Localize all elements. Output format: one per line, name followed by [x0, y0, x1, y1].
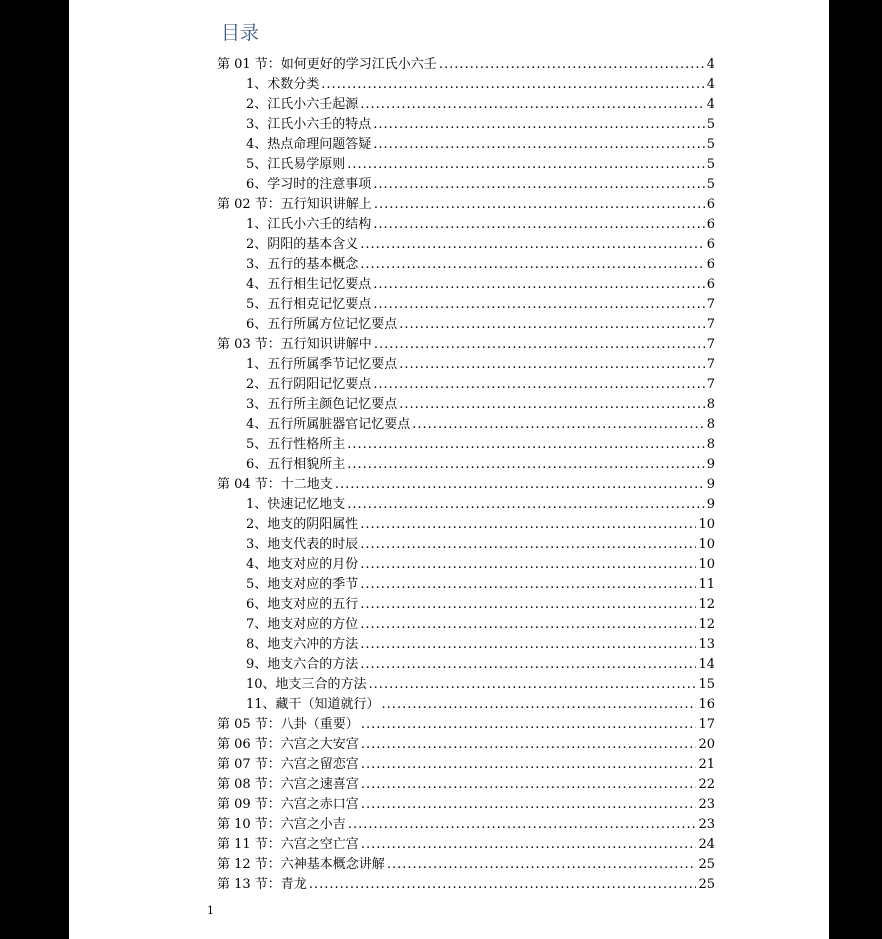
toc-entry-label: 3、五行的基本概念: [246, 257, 359, 272]
toc-subsection-link[interactable]: [217, 433, 715, 453]
toc-entry-page-number: 20: [698, 737, 715, 752]
toc-entry-label: 第 11 节：六宫之空亡宫: [217, 837, 359, 852]
toc-entry-label: 4、地支对应的月份: [246, 557, 359, 572]
toc-entry-page-number: 4: [706, 57, 715, 72]
toc-entry-label: 6、地支对应的五行: [246, 597, 359, 612]
toc-subsection-link[interactable]: [217, 393, 715, 413]
toc-entry-page-number: 5: [706, 117, 715, 132]
toc-entry-label: 第 04 节：十二地支: [217, 477, 333, 492]
toc-leader-dots: [412, 417, 704, 432]
toc-entry-page-number: 25: [698, 877, 715, 892]
toc-leader-dots: [439, 57, 705, 72]
toc-leader-dots: [373, 137, 704, 152]
toc-section-link[interactable]: [217, 713, 715, 733]
toc-leader-dots: [347, 457, 704, 472]
toc-entry-page-number: 6: [706, 257, 715, 272]
toc-entry-page-number: 8: [706, 417, 715, 432]
toc-subsection-link[interactable]: [217, 113, 715, 133]
toc-entry-label: 10、地支三合的方法: [246, 677, 367, 692]
toc-subsection-link[interactable]: [217, 533, 715, 553]
toc-entry-label: 第 03 节：五行知识讲解中: [217, 337, 372, 352]
toc-entry-label: 6、五行所属方位记忆要点: [246, 317, 398, 332]
toc-subsection-link[interactable]: [217, 173, 715, 193]
toc-entry-page-number: 23: [698, 817, 715, 832]
toc-subsection-link[interactable]: [217, 273, 715, 293]
toc-section-link[interactable]: [217, 733, 715, 753]
toc-entry-page-number: 22: [698, 777, 715, 792]
toc-leader-dots: [360, 617, 696, 632]
footer-page-number: 1: [207, 904, 214, 917]
toc-subsection-link[interactable]: [217, 633, 715, 653]
toc-entry-label: 5、五行相克记忆要点: [246, 297, 372, 312]
toc-leader-dots: [360, 97, 704, 112]
toc-subsection-link[interactable]: [217, 313, 715, 333]
toc-leader-dots: [373, 217, 704, 232]
toc-leader-dots: [335, 477, 705, 492]
toc-entry-label: 7、地支对应的方位: [246, 617, 359, 632]
toc-entry-label: 2、江氏小六壬起源: [246, 97, 359, 112]
toc-leader-dots: [373, 377, 704, 392]
toc-subsection-link[interactable]: [217, 673, 715, 693]
toc-entry-page-number: 12: [698, 597, 715, 612]
toc-entry-label: 第 05 节：八卦（重要）: [217, 717, 359, 732]
toc-section-link[interactable]: [217, 753, 715, 773]
toc-entry-page-number: 9: [706, 457, 715, 472]
toc-leader-dots: [360, 537, 696, 552]
toc-section-link[interactable]: [217, 813, 715, 833]
toc-subsection-link[interactable]: [217, 253, 715, 273]
toc-subsection-link[interactable]: [217, 453, 715, 473]
toc-entry-page-number: 8: [706, 437, 715, 452]
toc-leader-dots: [373, 277, 704, 292]
toc-entry-page-number: 25: [698, 857, 715, 872]
toc-section-link[interactable]: [217, 773, 715, 793]
toc-entry-label: 第 13 节：青龙: [217, 877, 307, 892]
toc-leader-dots: [361, 777, 697, 792]
toc-entry-page-number: 10: [698, 517, 715, 532]
toc-entry-page-number: 9: [706, 477, 715, 492]
toc-entry-page-number: 7: [706, 377, 715, 392]
toc-entry-page-number: 6: [706, 197, 715, 212]
toc-leader-dots: [373, 117, 704, 132]
toc-leader-dots: [361, 757, 697, 772]
toc-entry-label: 第 07 节：六宫之留恋宫: [217, 757, 359, 772]
toc-subsection-link[interactable]: [217, 573, 715, 593]
toc-entry-label: 4、热点命理问题答疑: [246, 137, 372, 152]
toc-leader-dots: [360, 597, 696, 612]
toc-subsection-link[interactable]: [217, 513, 715, 533]
toc-entry-label: 第 06 节：六宫之大安宫: [217, 737, 359, 752]
toc-entry-page-number: 17: [698, 717, 715, 732]
toc-subsection-link[interactable]: [217, 133, 715, 153]
toc-entry-label: 第 09 节：六宫之赤口宫: [217, 797, 359, 812]
toc-entry-label: 11、藏干（知道就行）: [246, 697, 380, 712]
toc-entry-label: 1、五行所属季节记忆要点: [246, 357, 398, 372]
toc-subsection-link[interactable]: [217, 373, 715, 393]
toc-entry-label: 第 10 节：六宫之小吉: [217, 817, 346, 832]
toc-entry-page-number: 7: [706, 357, 715, 372]
toc-entry-page-number: 7: [706, 297, 715, 312]
toc-subsection-link[interactable]: [217, 553, 715, 573]
toc-entry-label: 4、五行相生记忆要点: [246, 277, 372, 292]
toc-entry-page-number: 4: [706, 97, 715, 112]
toc-entry-page-number: 14: [698, 657, 715, 672]
toc-entry-page-number: 15: [698, 677, 715, 692]
toc-leader-dots: [347, 497, 704, 512]
toc-entry-label: 3、江氏小六壬的特点: [246, 117, 372, 132]
toc-section-link[interactable]: [217, 833, 715, 853]
toc-leader-dots: [360, 557, 696, 572]
toc-section-link[interactable]: [217, 793, 715, 813]
toc-section-link[interactable]: [217, 53, 715, 73]
toc-subsection-link[interactable]: [217, 213, 715, 233]
toc-entry-label: 3、五行所主颜色记忆要点: [246, 397, 398, 412]
toc-entry-label: 9、地支六合的方法: [246, 657, 359, 672]
toc-leader-dots: [399, 317, 704, 332]
toc-entry-page-number: 23: [698, 797, 715, 812]
toc-entry-label: 1、江氏小六壬的结构: [246, 217, 372, 232]
toc-entry-page-number: 7: [706, 317, 715, 332]
toc-entry-label: 第 08 节：六宫之速喜宫: [217, 777, 359, 792]
toc-leader-dots: [387, 857, 697, 872]
toc-leader-dots: [360, 257, 704, 272]
toc-leader-dots: [369, 677, 697, 692]
toc-entry-page-number: 10: [698, 557, 715, 572]
toc-entry-label: 2、地支的阴阳属性: [246, 517, 359, 532]
toc-entry-page-number: 5: [706, 157, 715, 172]
toc-entry-label: 第 02 节：五行知识讲解上: [217, 197, 372, 212]
toc-section-link[interactable]: [217, 853, 715, 873]
toc-entry-label: 5、五行性格所主: [246, 437, 346, 452]
toc-entry-label: 第 01 节：如何更好的学习江氏小六壬: [217, 57, 437, 72]
toc-entry-page-number: 21: [698, 757, 715, 772]
toc-subsection-link[interactable]: [217, 613, 715, 633]
toc-entry-page-number: 5: [706, 177, 715, 192]
toc-entry-page-number: 12: [698, 617, 715, 632]
toc-entry-page-number: 5: [706, 137, 715, 152]
toc-entry-label: 1、术数分类: [246, 77, 320, 92]
toc-entry-label: 5、江氏易学原则: [246, 157, 346, 172]
toc-leader-dots: [309, 877, 697, 892]
toc-subsection-link[interactable]: [217, 153, 715, 173]
toc-title: 目录: [221, 22, 260, 44]
toc-entry-page-number: 6: [706, 237, 715, 252]
toc-subsection-link[interactable]: [217, 493, 715, 513]
toc-subsection-link[interactable]: [217, 233, 715, 253]
toc-entry-page-number: 6: [706, 277, 715, 292]
toc-leader-dots: [360, 517, 696, 532]
toc-leader-dots: [347, 437, 704, 452]
toc-subsection-link[interactable]: [217, 693, 715, 713]
toc-leader-dots: [374, 197, 705, 212]
toc-leader-dots: [360, 577, 696, 592]
toc-entry-page-number: 24: [698, 837, 715, 852]
toc-section-link[interactable]: [217, 333, 715, 353]
toc-entry-label: 6、学习时的注意事项: [246, 177, 372, 192]
toc-leader-dots: [374, 337, 705, 352]
toc-entry-page-number: 11: [698, 577, 715, 592]
document-page: [69, 0, 829, 939]
toc-section-link[interactable]: [217, 873, 715, 893]
toc-entry-label: 2、阴阳的基本含义: [246, 237, 359, 252]
toc-entry-page-number: 4: [706, 77, 715, 92]
toc-entry-page-number: 8: [706, 397, 715, 412]
toc-subsection-link[interactable]: [217, 353, 715, 373]
toc-entry-label: 3、地支代表的时辰: [246, 537, 359, 552]
toc-section-link[interactable]: [217, 473, 715, 493]
toc-leader-dots: [348, 817, 697, 832]
toc-entry-page-number: 16: [698, 697, 715, 712]
toc-leader-dots: [360, 657, 696, 672]
toc-leader-dots: [373, 297, 704, 312]
toc-entry-label: 8、地支六冲的方法: [246, 637, 359, 652]
toc-leader-dots: [347, 157, 704, 172]
toc-entry-page-number: 9: [706, 497, 715, 512]
toc-entry-label: 4、五行所属脏器官记忆要点: [246, 417, 411, 432]
toc-leader-dots: [382, 697, 697, 712]
toc-subsection-link[interactable]: [217, 653, 715, 673]
toc-section-link[interactable]: [217, 193, 715, 213]
toc-leader-dots: [399, 397, 704, 412]
toc-subsection-link[interactable]: [217, 93, 715, 113]
toc-entry-label: 6、五行相貌所主: [246, 457, 346, 472]
toc-entry-page-number: 13: [698, 637, 715, 652]
toc-entry-page-number: 6: [706, 217, 715, 232]
toc-leader-dots: [361, 737, 697, 752]
toc-leader-dots: [373, 177, 704, 192]
toc-leader-dots: [360, 637, 696, 652]
toc-subsection-link[interactable]: [217, 293, 715, 313]
toc-leader-dots: [361, 837, 697, 852]
toc-entry-label: 第 12 节：六神基本概念讲解: [217, 857, 385, 872]
toc-leader-dots: [360, 237, 704, 252]
toc-entry-page-number: 7: [706, 337, 715, 352]
toc-leader-dots: [321, 77, 704, 92]
toc-subsection-link[interactable]: [217, 593, 715, 613]
toc-entry-label: 5、地支对应的季节: [246, 577, 359, 592]
toc-leader-dots: [361, 797, 697, 812]
toc-list: [217, 53, 715, 893]
toc-entry-page-number: 10: [698, 537, 715, 552]
toc-entry-label: 2、五行阴阳记忆要点: [246, 377, 372, 392]
toc-entry-label: 1、快速记忆地支: [246, 497, 346, 512]
toc-leader-dots: [361, 717, 697, 732]
toc-subsection-link[interactable]: [217, 413, 715, 433]
toc-subsection-link[interactable]: [217, 73, 715, 93]
toc-leader-dots: [399, 357, 704, 372]
